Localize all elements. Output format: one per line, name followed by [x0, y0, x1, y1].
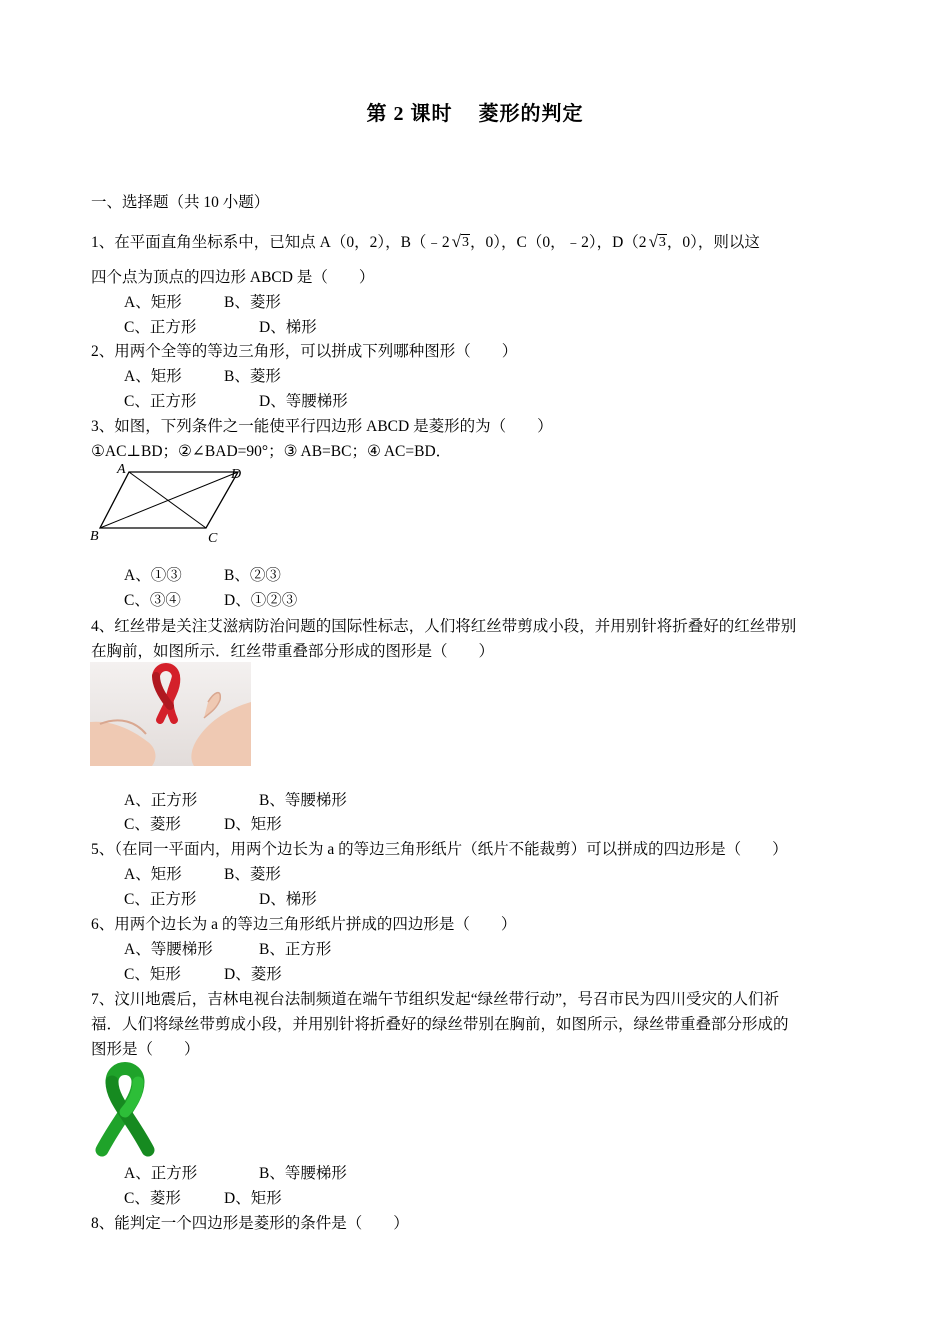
sqrt-3-symbol: √3	[451, 232, 470, 251]
diagonal-ac	[129, 472, 206, 528]
vertex-label-c: C	[208, 531, 218, 546]
q7-option-c[interactable]: C、菱形	[124, 1190, 181, 1207]
question-7-line-1: 7、汶川地震后，吉林电视台法制频道在端午节组织发起“绿丝带行动”，号召市民为四川受灾的人们祈	[91, 991, 780, 1008]
question-7-line-2: 福．人们将绿丝带剪成小段，并用别针将折叠好的绿丝带别在胸前，如图所示，绿丝带重叠部分形成的	[91, 1016, 789, 1033]
sqrt-value-2: 3	[658, 235, 666, 250]
lesson-topic: 菱形的判定	[478, 103, 584, 125]
question-4-line-2: 在胸前，如图所示．红丝带重叠部分形成的图形是（ ）	[91, 643, 495, 660]
green-ribbon-icon	[90, 1060, 160, 1158]
q1-option-c[interactable]: C、正方形	[124, 319, 197, 336]
question-2: 2、用两个全等的等边三角形，可以拼成下列哪种图形（ ）	[91, 343, 518, 360]
q1-text-b: ，0），C（0，﹣2），D（2	[470, 234, 647, 251]
q4-option-b[interactable]: B、等腰梯形	[259, 792, 347, 809]
q3-option-a[interactable]: A、①③	[124, 567, 182, 584]
q1-text-a: 1、在平面直角坐标系中，已知点 A（0，2），B（﹣2	[91, 234, 450, 251]
q3-option-d[interactable]: D、①②③	[224, 592, 298, 609]
sqrt-value: 3	[462, 235, 470, 250]
diagonal-bd	[100, 472, 238, 528]
vertex-label-a: A	[117, 462, 126, 477]
question-7-line-3: 图形是（ ）	[91, 1041, 200, 1058]
q5-option-c[interactable]: C、正方形	[124, 891, 197, 908]
q6-option-c[interactable]: C、矩形	[124, 966, 181, 983]
question-3-conditions: ①AC⊥BD；②∠BAD=90°；③ AB=BC；④ AC=BD．	[91, 443, 452, 460]
question-4-line-1: 4、红丝带是关注艾滋病防治问题的国际性标志，人们将红丝带剪成小段，并用别针将折叠好的红丝带别	[91, 618, 797, 635]
q7-option-a[interactable]: A、正方形	[124, 1165, 198, 1182]
question-1-line-2: 四个点为顶点的四边形 ABCD 是（ ）	[91, 269, 375, 286]
question-5: 5、（在同一平面内，用两个边长为 a 的等边三角形纸片（纸片不能裁剪）可以拼成的四边形是（ ）	[91, 841, 788, 858]
page-title	[0, 104, 950, 124]
q2-option-a[interactable]: A、矩形	[124, 368, 182, 385]
q1-option-a[interactable]: A、矩形	[124, 294, 182, 311]
question-6: 6、用两个边长为 a 的等边三角形纸片拼成的四边形是（ ）	[91, 916, 517, 933]
red-ribbon-photo	[90, 662, 251, 766]
q3-option-c[interactable]: C、③④	[124, 592, 181, 609]
q5-option-a[interactable]: A、矩形	[124, 866, 182, 883]
q2-option-d[interactable]: D、等腰梯形	[259, 393, 348, 410]
q3-option-b[interactable]: B、②③	[224, 567, 281, 584]
q4-option-a[interactable]: A、正方形	[124, 792, 198, 809]
vertex-label-d: D	[231, 467, 242, 482]
question-3: 3、如图，下列条件之一能使平行四边形 ABCD 是菱形的为（ ）	[91, 418, 553, 435]
q1-text-c: ，0），则以这	[666, 234, 760, 251]
q1-option-b[interactable]: B、菱形	[224, 294, 281, 311]
section-heading: 一、选择题（共 10 小题）	[91, 194, 270, 211]
question-1-line-1	[91, 232, 760, 254]
q4-option-c[interactable]: C、菱形	[124, 816, 181, 833]
q2-option-b[interactable]: B、菱形	[224, 368, 281, 385]
q2-option-c[interactable]: C、正方形	[124, 393, 197, 410]
q6-option-b[interactable]: B、正方形	[259, 941, 332, 958]
q4-option-d[interactable]: D、矩形	[224, 816, 282, 833]
sqrt-3-symbol-2: √3	[648, 232, 666, 251]
q7-option-d[interactable]: D、矩形	[224, 1190, 282, 1207]
q1-option-d[interactable]: D、梯形	[259, 319, 317, 336]
vertex-label-b: B	[90, 529, 99, 544]
question-8: 8、能判定一个四边形是菱形的条件是（ ）	[91, 1215, 409, 1232]
q6-option-d[interactable]: D、菱形	[224, 966, 282, 983]
q5-option-b[interactable]: B、菱形	[224, 866, 281, 883]
parallelogram-figure	[88, 460, 248, 548]
q5-option-d[interactable]: D、梯形	[259, 891, 317, 908]
q6-option-a[interactable]: A、等腰梯形	[124, 941, 213, 958]
lesson-number: 第 2 课时	[366, 103, 453, 125]
q7-option-b[interactable]: B、等腰梯形	[259, 1165, 347, 1182]
